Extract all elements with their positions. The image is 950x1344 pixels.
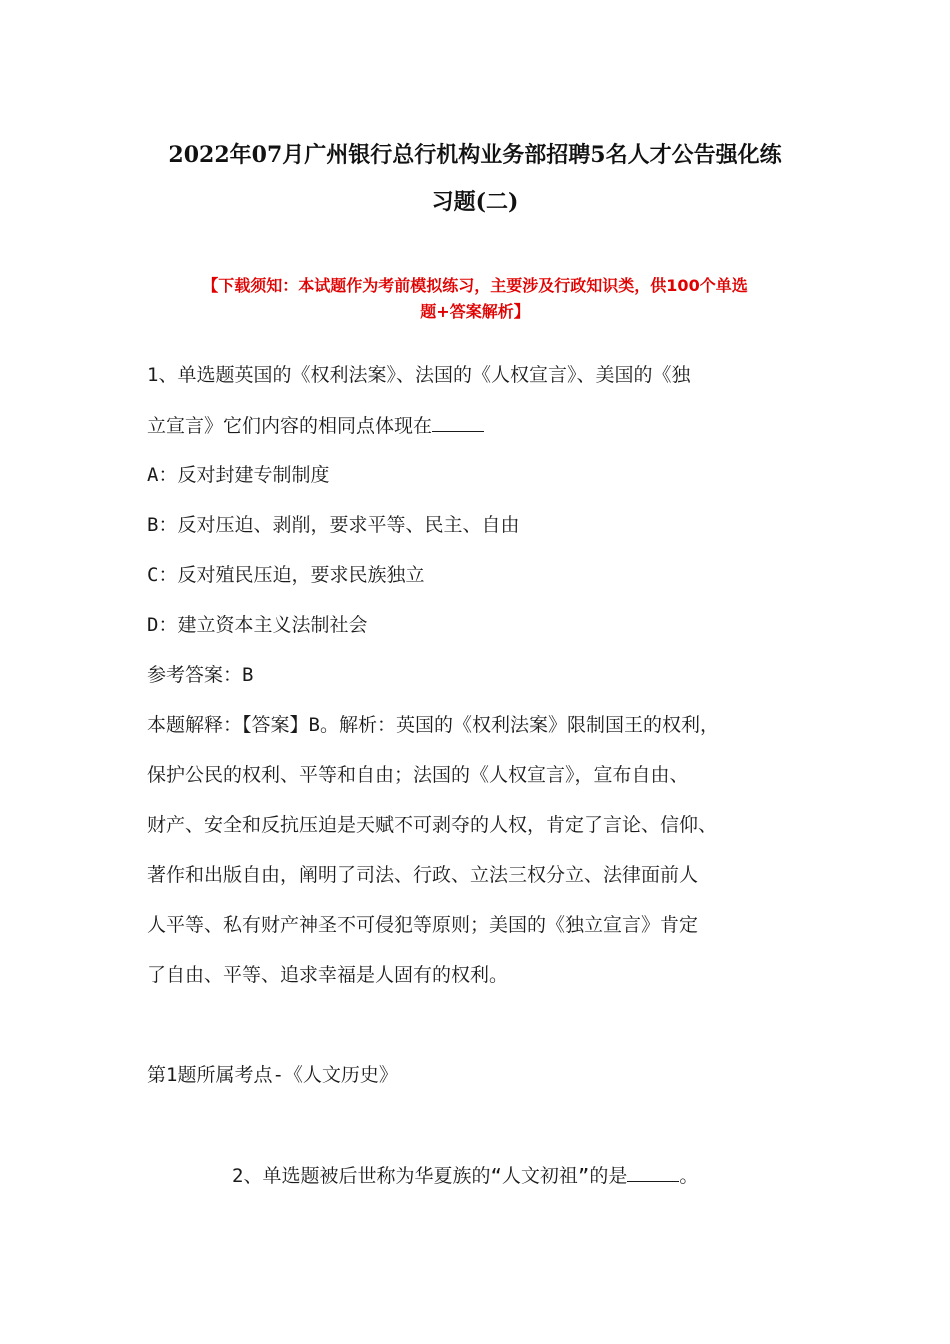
document-title-line-2: 习题(二) — [431, 189, 519, 215]
question-1-explanation-line-2: 保护公民的权利、平等和自由；法国的《人权宣言》，宣布自由、 — [147, 764, 689, 786]
question-1-stem-line-2 — [147, 411, 827, 440]
answer-blank — [432, 411, 484, 432]
question-1-topic: 第1题所属考点-《人文历史》 — [147, 1064, 398, 1086]
question-1-explanation-line-6: 了自由、平等、追求幸福是人固有的权利。 — [147, 964, 509, 986]
question-1-explanation-line-1: 本题解释：【答案】B。解析：英国的《权利法案》限制国王的权利， — [147, 714, 719, 736]
download-notice-line-2: 题+答案解析】 — [420, 302, 530, 321]
question-2-stem-text: 2、单选题被后世称为华夏族的“人文初祖”的是 — [232, 1165, 628, 1187]
question-2-stem-end: 。 — [679, 1165, 699, 1187]
question-1-explanation-line-4: 著作和出版自由，阐明了司法、行政、立法三权分立、法律面前人 — [147, 864, 699, 886]
question-1-option-d: D：建立资本主义法制社会 — [147, 614, 368, 636]
question-1-explanation-line-3: 财产、安全和反抗压迫是天赋不可剥夺的人权，肯定了言论、信仰、 — [147, 814, 718, 836]
question-1-stem-text: 立宣言》它们内容的相同点体现在 — [147, 415, 433, 437]
question-1-answer: 参考答案：B — [147, 664, 254, 686]
question-2-stem — [232, 1161, 912, 1190]
answer-blank — [627, 1161, 679, 1182]
question-1-option-b: B：反对压迫、剥削，要求平等、民主、自由 — [147, 514, 520, 536]
download-notice-line-1: 【下载须知：本试题作为考前模拟练习，主要涉及行政知识类，供100个单选 — [202, 276, 748, 295]
question-1-explanation-line-5: 人平等、私有财产神圣不可侵犯等原则；美国的《独立宣言》肯定 — [147, 914, 699, 936]
document-title-line-1: 2022年07月广州银行总行机构业务部招聘5名人才公告强化练 — [168, 142, 782, 168]
question-1-stem-line-1: 1、单选题英国的《权利法案》、法国的《人权宣言》、美国的《独 — [147, 364, 691, 386]
question-1-option-a: A：反对封建专制制度 — [147, 464, 330, 486]
question-1-option-c: C：反对殖民压迫，要求民族独立 — [147, 564, 425, 586]
